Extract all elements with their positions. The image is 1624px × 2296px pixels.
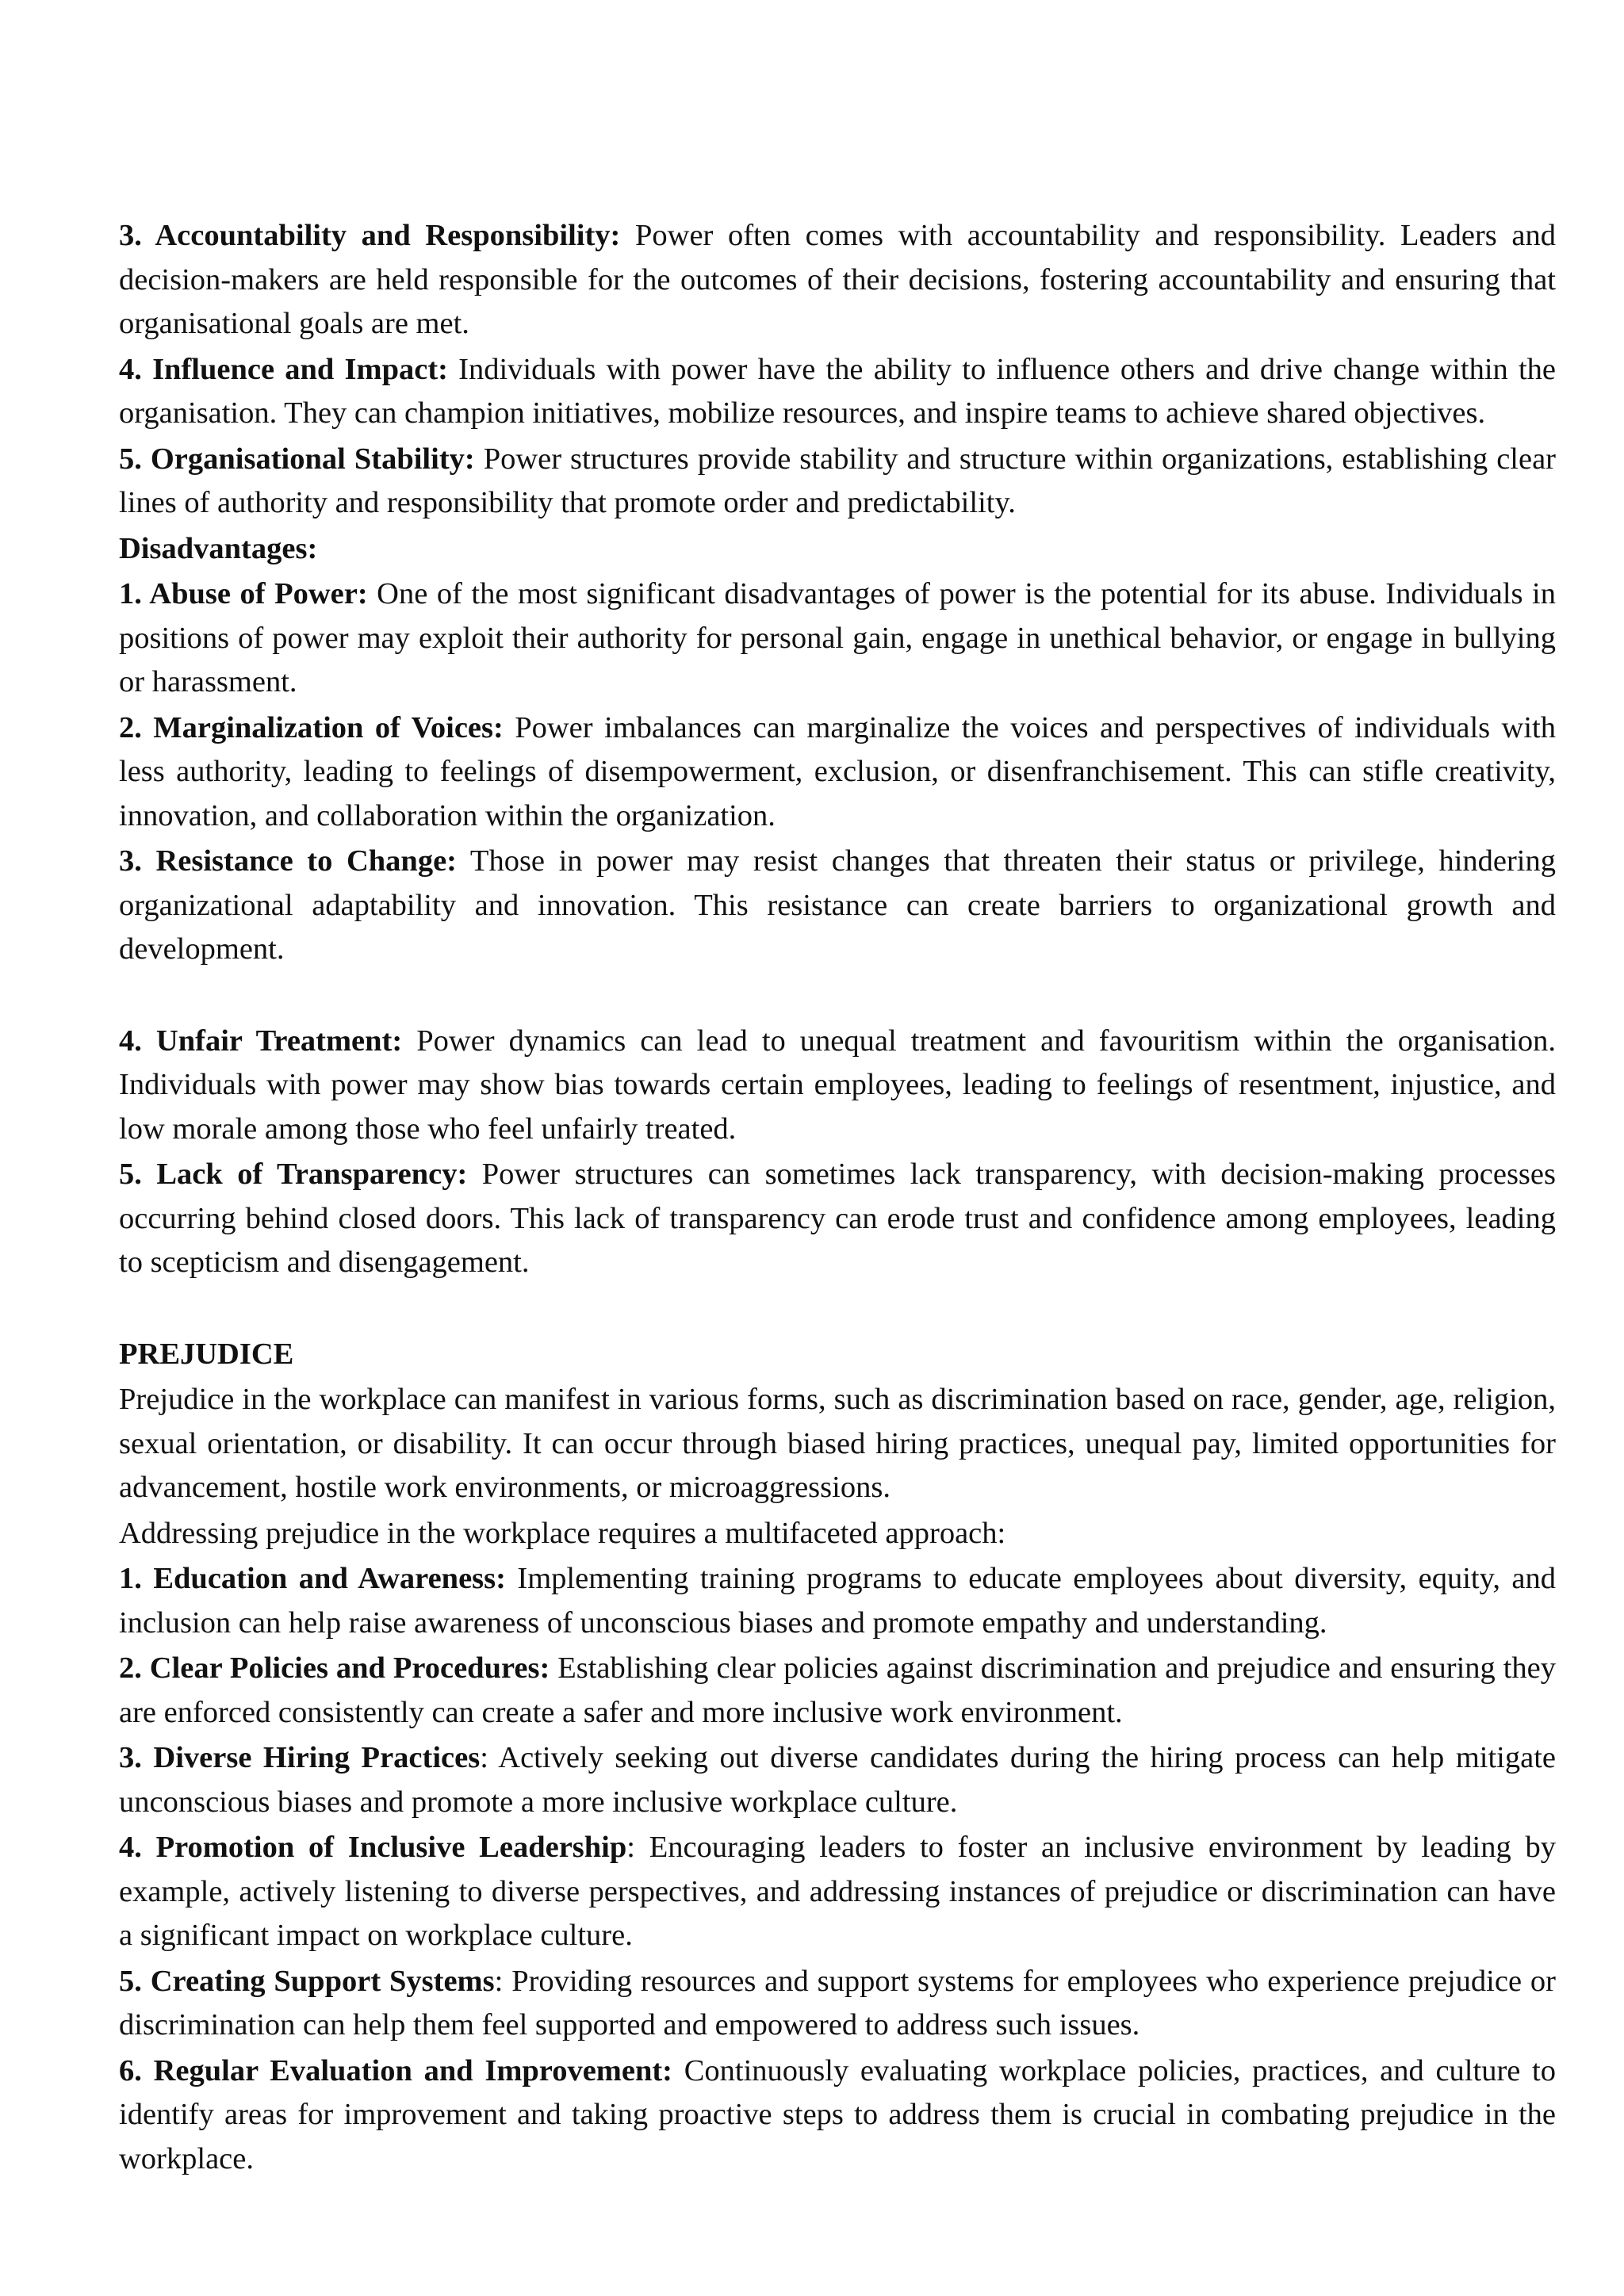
paragraph-prejudice-intro <box>119 1378 1556 1510</box>
paragraph-text: Power dynamics can lead to unequal treatment and favouritism within the organisation. Individuals with power may show bias towards certain employees, leading to feelings of resentment, injustice, and low morale among those who feel unfairly treated. <box>119 1024 1556 1146</box>
paragraph-text: One of the most significant disadvantages of power is the potential for its abuse. Individuals in positions of power may exploit their authority for personal gain, engage in unethical behavior, or engage in bullying or harassment. <box>119 577 1556 698</box>
paragraph-lead: 3. Diverse Hiring Practices <box>119 1741 481 1774</box>
paragraph-lead: 4. Influence and Impact: <box>119 352 448 386</box>
paragraph-transparency <box>119 1153 1556 1285</box>
paragraph-lead: 3. Accountability and Responsibility: <box>119 219 621 252</box>
paragraph-lead: 1. Education and Awareness: <box>119 1562 506 1595</box>
paragraph-text: Power structures can sometimes lack transparency, with decision-making processes occurring behind closed doors. This lack of transparency can erode trust and confidence among employees, leading to scepticism and disengagement. <box>119 1158 1556 1279</box>
heading-prejudice: PREJUDICE <box>119 1337 294 1371</box>
paragraph-lead: 2. Clear Policies and Procedures: <box>119 1651 550 1685</box>
paragraph-abuse-of-power <box>119 572 1556 705</box>
paragraph-evaluation <box>119 2049 1556 2182</box>
paragraph-policies <box>119 1647 1556 1735</box>
paragraph-text: Prejudice in the workplace can manifest in various forms, such as discrimination based on race, gender, age, religion, sexual orientation, or disability. It can occur through biased hiring practices, unequal pay, limited opportunities for advancement, hostile work environments, or microaggressions. <box>119 1383 1556 1504</box>
paragraph-text: Power often comes with accountability and responsibility. Leaders and decision-makers are held responsible for the outcomes of their decisions, fostering accountability and ensuring that organisational goals are met. <box>119 219 1556 340</box>
paragraph-text: : Actively seeking out diverse candidates during the hiring process can help mitigate unconscious biases and promote a more inclusive workplace culture. <box>119 1741 1556 1819</box>
paragraph-lead: 6. Regular Evaluation and Improvement: <box>119 2053 673 2087</box>
heading-disadvantages: Disadvantages: <box>119 531 318 565</box>
document-page <box>119 214 1556 2183</box>
paragraph-text: Power imbalances can marginalize the voices and perspectives of individuals with less authority, leading to feelings of disempowerment, exclusion, or disenfranchisement. This can stifle creativity, innovation, and collaboration within the organization. <box>119 710 1556 832</box>
paragraph-text: : Encouraging leaders to foster an inclusive environment by leading by example, actively listening to diverse perspectives, and addressing instances of prejudice or discrimination can have a significant impact on workplace culture. <box>119 1831 1556 1952</box>
paragraph-text: Continuously evaluating workplace policies, practices, and culture to identify areas for improvement and taking proactive steps to address them is crucial in combating prejudice in the workplace. <box>119 2053 1557 2175</box>
paragraph-accountability <box>119 214 1556 346</box>
paragraph-lead: 5. Organisational Stability: <box>119 442 475 476</box>
paragraph-lead: 2. Marginalization of Voices: <box>119 710 504 744</box>
paragraph-leadership <box>119 1826 1556 1958</box>
paragraph-lead: 3. Resistance to Change: <box>119 844 458 878</box>
paragraph-lead: 4. Promotion of Inclusive Leadership <box>119 1831 627 1864</box>
paragraph-lead: 5. Lack of Transparency: <box>119 1158 468 1191</box>
paragraph-unfair-treatment <box>119 1020 1556 1152</box>
paragraph-lead: 1. Abuse of Power: <box>119 577 368 610</box>
paragraph-lead: 4. Unfair Treatment: <box>119 1024 403 1058</box>
paragraph-text: Establishing clear policies against discrimination and prejudice and ensuring they are enforced consistently can create a safer and more inclusive work environment. <box>119 1651 1556 1729</box>
paragraph-resistance <box>119 840 1556 972</box>
paragraph-text: Those in power may resist changes that threaten their status or privilege, hindering organizational adaptability and innovation. This resistance can create barriers to organizational growth and development. <box>119 844 1556 966</box>
paragraph-lead: 5. Creating Support Systems <box>119 1964 495 1998</box>
paragraph-influence <box>119 348 1556 436</box>
paragraph-stability <box>119 438 1556 526</box>
paragraph-text: Power structures provide stability and structure within organizations, establishing clear lines of authority and responsibility that promote order and predictability. <box>119 442 1556 519</box>
paragraph-marginalization <box>119 706 1556 839</box>
paragraph-text: Implementing training programs to educate employees about diversity, equity, and inclusion can help raise awareness of unconscious biases and promote empathy and understanding. <box>119 1562 1556 1640</box>
paragraph-approach-intro <box>119 1512 1556 1556</box>
paragraph-hiring <box>119 1736 1556 1824</box>
paragraph-text: Individuals with power have the ability to influence others and drive change within the organisation. They can champion initiatives, mobilize resources, and inspire teams to achieve shared objectives. <box>119 352 1556 430</box>
paragraph-text: : Providing resources and support systems for employees who experience prejudice or discrimination can help them feel supported and empowered to address such issues. <box>119 1964 1556 2042</box>
paragraph-education <box>119 1557 1556 1645</box>
paragraph-support-systems <box>119 1960 1556 2048</box>
paragraph-text: Addressing prejudice in the workplace requires a multifaceted approach: <box>119 1516 1006 1550</box>
